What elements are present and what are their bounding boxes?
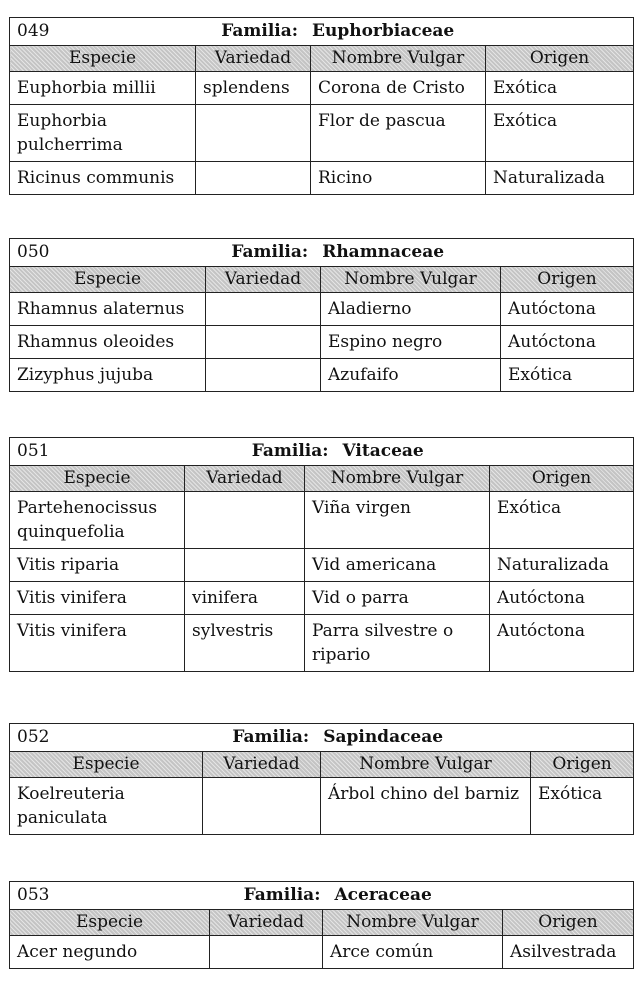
table-row <box>10 326 634 359</box>
family-number: 050 <box>17 242 50 262</box>
family-name-heading <box>17 883 626 907</box>
family-table-052 <box>9 723 634 835</box>
cell-origen: Autóctona <box>490 615 634 672</box>
table-row <box>10 359 634 392</box>
cell-especie: Rhamnus oleoides <box>10 326 206 359</box>
cell-especie: Vitis vinifera <box>10 615 185 672</box>
cell-origen: Exótica <box>531 778 634 835</box>
cell-nombre-vulgar: Corona de Cristo <box>311 72 486 105</box>
table-row <box>10 549 634 582</box>
table-row <box>10 778 634 835</box>
cell-nombre-vulgar: Espino negro <box>321 326 501 359</box>
header-origen: Origen <box>486 46 634 72</box>
header-origen: Origen <box>531 752 634 778</box>
header-especie: Especie <box>10 910 210 936</box>
cell-especie: Vitis vinifera <box>10 582 185 615</box>
cell-nombre-vulgar: Viña virgen <box>305 492 490 549</box>
cell-nombre-vulgar: Ricino <box>311 162 486 195</box>
cell-nombre-vulgar: Flor de pascua <box>311 105 486 162</box>
cell-origen: Asilvestrada <box>503 936 634 969</box>
header-nombre-vulgar: Nombre Vulgar <box>321 752 531 778</box>
header-row <box>10 910 634 936</box>
cell-especie: Euphorbia pulcherrima <box>10 105 196 162</box>
familia-label: Familia: <box>251 441 329 461</box>
header-especie: Especie <box>10 752 203 778</box>
cell-origen: Exótica <box>486 72 634 105</box>
cell-origen: Naturalizada <box>486 162 634 195</box>
family-number: 051 <box>17 441 50 461</box>
header-row <box>10 46 634 72</box>
cell-origen: Exótica <box>490 492 634 549</box>
cell-especie: Ricinus communis <box>10 162 196 195</box>
header-nombre-vulgar: Nombre Vulgar <box>321 267 501 293</box>
family-name: Aceraceae <box>334 885 432 905</box>
family-title-row <box>10 438 634 466</box>
header-nombre-vulgar: Nombre Vulgar <box>323 910 503 936</box>
family-name-heading <box>17 725 626 749</box>
header-variedad: Variedad <box>210 910 323 936</box>
cell-variedad <box>206 359 321 392</box>
table-row <box>10 582 634 615</box>
cell-variedad <box>196 105 311 162</box>
header-variedad: Variedad <box>203 752 321 778</box>
header-origen: Origen <box>490 466 634 492</box>
cell-especie: Koelreuteria paniculata <box>10 778 203 835</box>
family-title-cell <box>10 438 634 466</box>
family-number: 053 <box>17 885 50 905</box>
family-title-row <box>10 239 634 267</box>
cell-variedad <box>185 549 305 582</box>
cell-origen: Exótica <box>501 359 634 392</box>
cell-especie: Partehenocissus quinquefolia <box>10 492 185 549</box>
cell-variedad <box>196 162 311 195</box>
family-name-heading <box>17 19 626 43</box>
header-origen: Origen <box>503 910 634 936</box>
header-variedad: Variedad <box>206 267 321 293</box>
familia-label: Familia: <box>221 21 299 41</box>
cell-nombre-vulgar: Árbol chino del barniz <box>321 778 531 835</box>
header-especie: Especie <box>10 267 206 293</box>
table-row <box>10 162 634 195</box>
cell-nombre-vulgar: Arce común <box>323 936 503 969</box>
cell-variedad: vinifera <box>185 582 305 615</box>
header-nombre-vulgar: Nombre Vulgar <box>305 466 490 492</box>
cell-nombre-vulgar: Vid americana <box>305 549 490 582</box>
familia-label: Familia: <box>232 727 310 747</box>
family-title-cell <box>10 724 634 752</box>
family-name: Rhamnaceae <box>322 242 445 262</box>
table-row <box>10 105 634 162</box>
cell-origen: Exótica <box>486 105 634 162</box>
header-especie: Especie <box>10 46 196 72</box>
cell-especie: Zizyphus jujuba <box>10 359 206 392</box>
family-name: Sapindaceae <box>323 727 444 747</box>
table-row <box>10 293 634 326</box>
cell-nombre-vulgar: Aladierno <box>321 293 501 326</box>
family-title-cell <box>10 239 634 267</box>
cell-nombre-vulgar: Azufaifo <box>321 359 501 392</box>
cell-variedad <box>206 293 321 326</box>
table-row <box>10 936 634 969</box>
cell-variedad <box>206 326 321 359</box>
family-title-row <box>10 882 634 910</box>
family-table-049 <box>9 17 634 195</box>
family-number: 052 <box>17 727 50 747</box>
cell-nombre-vulgar: Parra silvestre o ripario <box>305 615 490 672</box>
cell-origen: Naturalizada <box>490 549 634 582</box>
table-row <box>10 492 634 549</box>
table-row <box>10 615 634 672</box>
header-row <box>10 466 634 492</box>
family-table-050 <box>9 238 634 392</box>
cell-especie: Rhamnus alaternus <box>10 293 206 326</box>
family-name: Vitaceae <box>342 441 424 461</box>
cell-variedad <box>210 936 323 969</box>
header-especie: Especie <box>10 466 185 492</box>
cell-origen: Autóctona <box>490 582 634 615</box>
cell-variedad: splendens <box>196 72 311 105</box>
family-title-cell <box>10 18 634 46</box>
cell-origen: Autóctona <box>501 326 634 359</box>
header-row <box>10 752 634 778</box>
cell-especie: Acer negundo <box>10 936 210 969</box>
cell-especie: Vitis riparia <box>10 549 185 582</box>
header-nombre-vulgar: Nombre Vulgar <box>311 46 486 72</box>
family-table-051 <box>9 437 634 672</box>
cell-especie: Euphorbia millii <box>10 72 196 105</box>
familia-label: Familia: <box>231 242 309 262</box>
familia-label: Familia: <box>243 885 321 905</box>
family-title-row <box>10 18 634 46</box>
cell-origen: Autóctona <box>501 293 634 326</box>
family-number: 049 <box>17 21 50 41</box>
cell-variedad <box>203 778 321 835</box>
family-title-row <box>10 724 634 752</box>
cell-nombre-vulgar: Vid o parra <box>305 582 490 615</box>
family-name-heading <box>17 240 626 264</box>
family-title-cell <box>10 882 634 910</box>
header-variedad: Variedad <box>196 46 311 72</box>
family-name: Euphorbiaceae <box>312 21 455 41</box>
header-origen: Origen <box>501 267 634 293</box>
cell-variedad: sylvestris <box>185 615 305 672</box>
table-row <box>10 72 634 105</box>
family-name-heading <box>17 439 626 463</box>
family-table-053 <box>9 881 634 969</box>
cell-variedad <box>185 492 305 549</box>
header-variedad: Variedad <box>185 466 305 492</box>
header-row <box>10 267 634 293</box>
